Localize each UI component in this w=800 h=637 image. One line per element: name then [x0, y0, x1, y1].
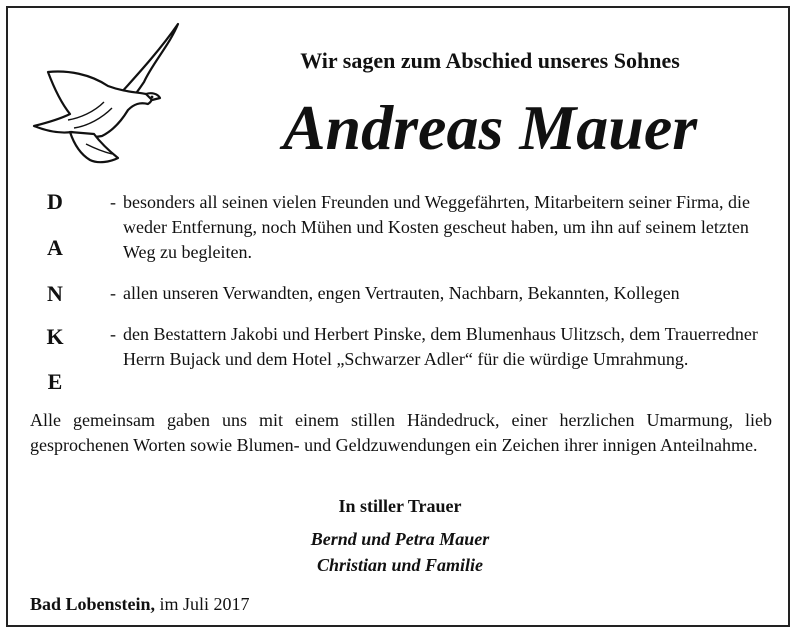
- dove-icon: [28, 20, 196, 170]
- thanks-item-services: [110, 322, 775, 372]
- thanks-item-relatives: [110, 281, 775, 306]
- date: im Juli 2017: [159, 594, 250, 614]
- item-text: besonders all seinen vielen Freunden und Weggefährten, Mitarbeitern seiner Firma, die weder Entfernung, noch Mühen und Kosten gescheut haben, um ihn auf seinem letzten Weg zu begleiten.: [123, 192, 751, 262]
- closing-paragraph: Alle gemeinsam gaben uns mit einem stillen Händedruck, einer herzlichen Umarmung, lieb gesprochenen Worten sowie Blumen- und Geldzuwendungen ein Zeichen ihrer innigen Anteilnahme.: [30, 410, 772, 455]
- danke-letter-a: A: [47, 235, 63, 260]
- place: Bad Lobenstein,: [30, 594, 156, 614]
- item-dash: -: [110, 192, 116, 212]
- thanks-item-friends: [110, 190, 775, 265]
- deceased-name: Andreas Mauer: [282, 92, 698, 163]
- place-date-line: [30, 594, 250, 615]
- item-dash: -: [110, 324, 116, 344]
- intro-line: Wir sagen zum Abschied unseres Sohnes: [300, 48, 680, 73]
- signer-parents: Bernd und Petra Mauer: [310, 529, 490, 549]
- danke-letter-e: E: [47, 369, 63, 394]
- danke-letter-d: D: [47, 189, 63, 214]
- item-dash: -: [110, 283, 116, 303]
- signer-family: Christian und Familie: [316, 555, 484, 575]
- closing-heading: In stiller Trauer: [338, 496, 462, 516]
- danke-letter-k: K: [46, 324, 64, 349]
- item-text: den Bestattern Jakobi und Herbert Pinske, dem Blumenhaus Ulitzsch, dem Trauerredner Herrn Bujack und dem Hotel „Schwarzer Adler“ für die würdige Umrahmung.: [123, 324, 758, 369]
- item-text: allen unseren Verwandten, engen Vertrauten, Nachbarn, Bekannten, Kollegen: [123, 283, 680, 303]
- danke-letter-n: N: [47, 281, 63, 306]
